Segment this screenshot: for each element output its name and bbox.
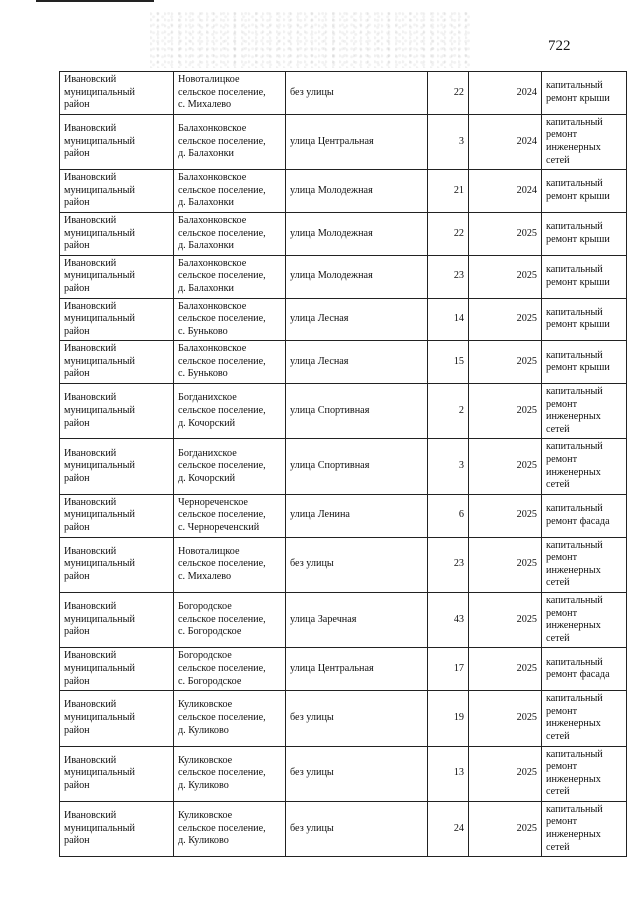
table-row (60, 691, 627, 746)
cell-street: улица Спортивная (286, 384, 428, 439)
cell-work-type: капитальный ремонт инженерных сетей (542, 592, 627, 647)
cell-street: без улицы (286, 801, 428, 856)
cell-district: Ивановский муниципальный район (60, 746, 174, 801)
cell-district: Ивановский муниципальный район (60, 691, 174, 746)
cell-street: без улицы (286, 746, 428, 801)
cell-district: Ивановский муниципальный район (60, 170, 174, 213)
table-row (60, 298, 627, 341)
cell-district: Ивановский муниципальный район (60, 537, 174, 592)
cell-street: улица Центральная (286, 648, 428, 691)
cell-year: 2025 (469, 801, 542, 856)
cell-year: 2025 (469, 384, 542, 439)
cell-house-number: 23 (428, 255, 469, 298)
table-row (60, 212, 627, 255)
cell-work-type: капитальный ремонт крыши (542, 212, 627, 255)
cell-year: 2025 (469, 691, 542, 746)
cell-work-type: капитальный ремонт фасада (542, 648, 627, 691)
cell-work-type: капитальный ремонт крыши (542, 72, 627, 115)
cell-work-type: капитальный ремонт крыши (542, 298, 627, 341)
table-row (60, 439, 627, 494)
cell-house-number: 22 (428, 72, 469, 115)
cell-house-number: 19 (428, 691, 469, 746)
cell-street: улица Центральная (286, 114, 428, 169)
cell-district: Ивановский муниципальный район (60, 72, 174, 115)
cell-house-number: 14 (428, 298, 469, 341)
cell-year: 2025 (469, 592, 542, 647)
cell-settlement: Куликовское сельское поселение, д. Куликово (174, 746, 286, 801)
cell-work-type: капитальный ремонт инженерных сетей (542, 114, 627, 169)
cell-house-number: 15 (428, 341, 469, 384)
cell-street: улица Лесная (286, 298, 428, 341)
page-number: 722 (548, 38, 571, 54)
cell-settlement: Богданихское сельское поселение, д. Кочорский (174, 384, 286, 439)
cell-house-number: 2 (428, 384, 469, 439)
cell-settlement: Балахонковское сельское поселение, с. Буньково (174, 298, 286, 341)
scan-artifact (150, 12, 470, 68)
cell-year: 2025 (469, 537, 542, 592)
table-row (60, 72, 627, 115)
cell-street: улица Заречная (286, 592, 428, 647)
table-row (60, 114, 627, 169)
cell-year: 2025 (469, 648, 542, 691)
cell-street: улица Молодежная (286, 212, 428, 255)
cell-district: Ивановский муниципальный район (60, 592, 174, 647)
cell-house-number: 22 (428, 212, 469, 255)
cell-settlement: Новоталицкое сельское поселение, с. Михалево (174, 537, 286, 592)
cell-work-type: капитальный ремонт крыши (542, 170, 627, 213)
cell-settlement: Куликовское сельское поселение, д. Куликово (174, 691, 286, 746)
cell-work-type: капитальный ремонт инженерных сетей (542, 746, 627, 801)
cell-street: без улицы (286, 691, 428, 746)
table-row (60, 746, 627, 801)
table-row (60, 341, 627, 384)
cell-year: 2025 (469, 212, 542, 255)
cell-street: без улицы (286, 537, 428, 592)
cell-work-type: капитальный ремонт фасада (542, 494, 627, 537)
cell-year: 2025 (469, 746, 542, 801)
cell-settlement: Богданихское сельское поселение, д. Кочорский (174, 439, 286, 494)
table-row (60, 170, 627, 213)
cell-street: улица Спортивная (286, 439, 428, 494)
cell-year: 2024 (469, 170, 542, 213)
cell-settlement: Куликовское сельское поселение, д. Куликово (174, 801, 286, 856)
cell-street: без улицы (286, 72, 428, 115)
cell-settlement: Богородское сельское поселение, с. Богородское (174, 648, 286, 691)
table-row (60, 801, 627, 856)
cell-work-type: капитальный ремонт инженерных сетей (542, 384, 627, 439)
table-row (60, 592, 627, 647)
cell-house-number: 6 (428, 494, 469, 537)
cell-settlement: Балахонковское сельское поселение, д. Балахонки (174, 114, 286, 169)
cell-district: Ивановский муниципальный район (60, 114, 174, 169)
header-rule (36, 0, 154, 2)
cell-district: Ивановский муниципальный район (60, 341, 174, 384)
cell-house-number: 13 (428, 746, 469, 801)
cell-district: Ивановский муниципальный район (60, 298, 174, 341)
cell-work-type: капитальный ремонт крыши (542, 341, 627, 384)
table-row (60, 648, 627, 691)
cell-house-number: 17 (428, 648, 469, 691)
cell-work-type: капитальный ремонт инженерных сетей (542, 801, 627, 856)
cell-settlement: Балахонковское сельское поселение, д. Балахонки (174, 212, 286, 255)
cell-street: улица Ленина (286, 494, 428, 537)
table-row (60, 255, 627, 298)
cell-work-type: капитальный ремонт инженерных сетей (542, 439, 627, 494)
cell-house-number: 21 (428, 170, 469, 213)
cell-house-number: 43 (428, 592, 469, 647)
table-body (60, 72, 627, 857)
cell-settlement: Новоталицкое сельское поселение, с. Михалево (174, 72, 286, 115)
cell-work-type: капитальный ремонт инженерных сетей (542, 691, 627, 746)
cell-district: Ивановский муниципальный район (60, 801, 174, 856)
cell-work-type: капитальный ремонт крыши (542, 255, 627, 298)
cell-district: Ивановский муниципальный район (60, 648, 174, 691)
cell-settlement: Балахонковское сельское поселение, с. Буньково (174, 341, 286, 384)
cell-settlement: Балахонковское сельское поселение, д. Балахонки (174, 170, 286, 213)
cell-year: 2025 (469, 298, 542, 341)
cell-district: Ивановский муниципальный район (60, 384, 174, 439)
cell-house-number: 24 (428, 801, 469, 856)
cell-settlement: Балахонковское сельское поселение, д. Балахонки (174, 255, 286, 298)
cell-house-number: 3 (428, 114, 469, 169)
cell-street: улица Молодежная (286, 255, 428, 298)
cell-year: 2025 (469, 341, 542, 384)
cell-street: улица Молодежная (286, 170, 428, 213)
cell-settlement: Чернореченское сельское поселение, с. Чернореченский (174, 494, 286, 537)
cell-year: 2025 (469, 255, 542, 298)
cell-settlement: Богородское сельское поселение, с. Богородское (174, 592, 286, 647)
cell-work-type: капитальный ремонт инженерных сетей (542, 537, 627, 592)
table-row (60, 384, 627, 439)
cell-street: улица Лесная (286, 341, 428, 384)
cell-district: Ивановский муниципальный район (60, 494, 174, 537)
housing-repair-table (59, 71, 627, 857)
cell-house-number: 23 (428, 537, 469, 592)
cell-house-number: 3 (428, 439, 469, 494)
cell-year: 2024 (469, 72, 542, 115)
cell-year: 2025 (469, 439, 542, 494)
cell-district: Ивановский муниципальный район (60, 255, 174, 298)
cell-year: 2024 (469, 114, 542, 169)
cell-district: Ивановский муниципальный район (60, 439, 174, 494)
table-row (60, 494, 627, 537)
table-row (60, 537, 627, 592)
cell-year: 2025 (469, 494, 542, 537)
cell-district: Ивановский муниципальный район (60, 212, 174, 255)
